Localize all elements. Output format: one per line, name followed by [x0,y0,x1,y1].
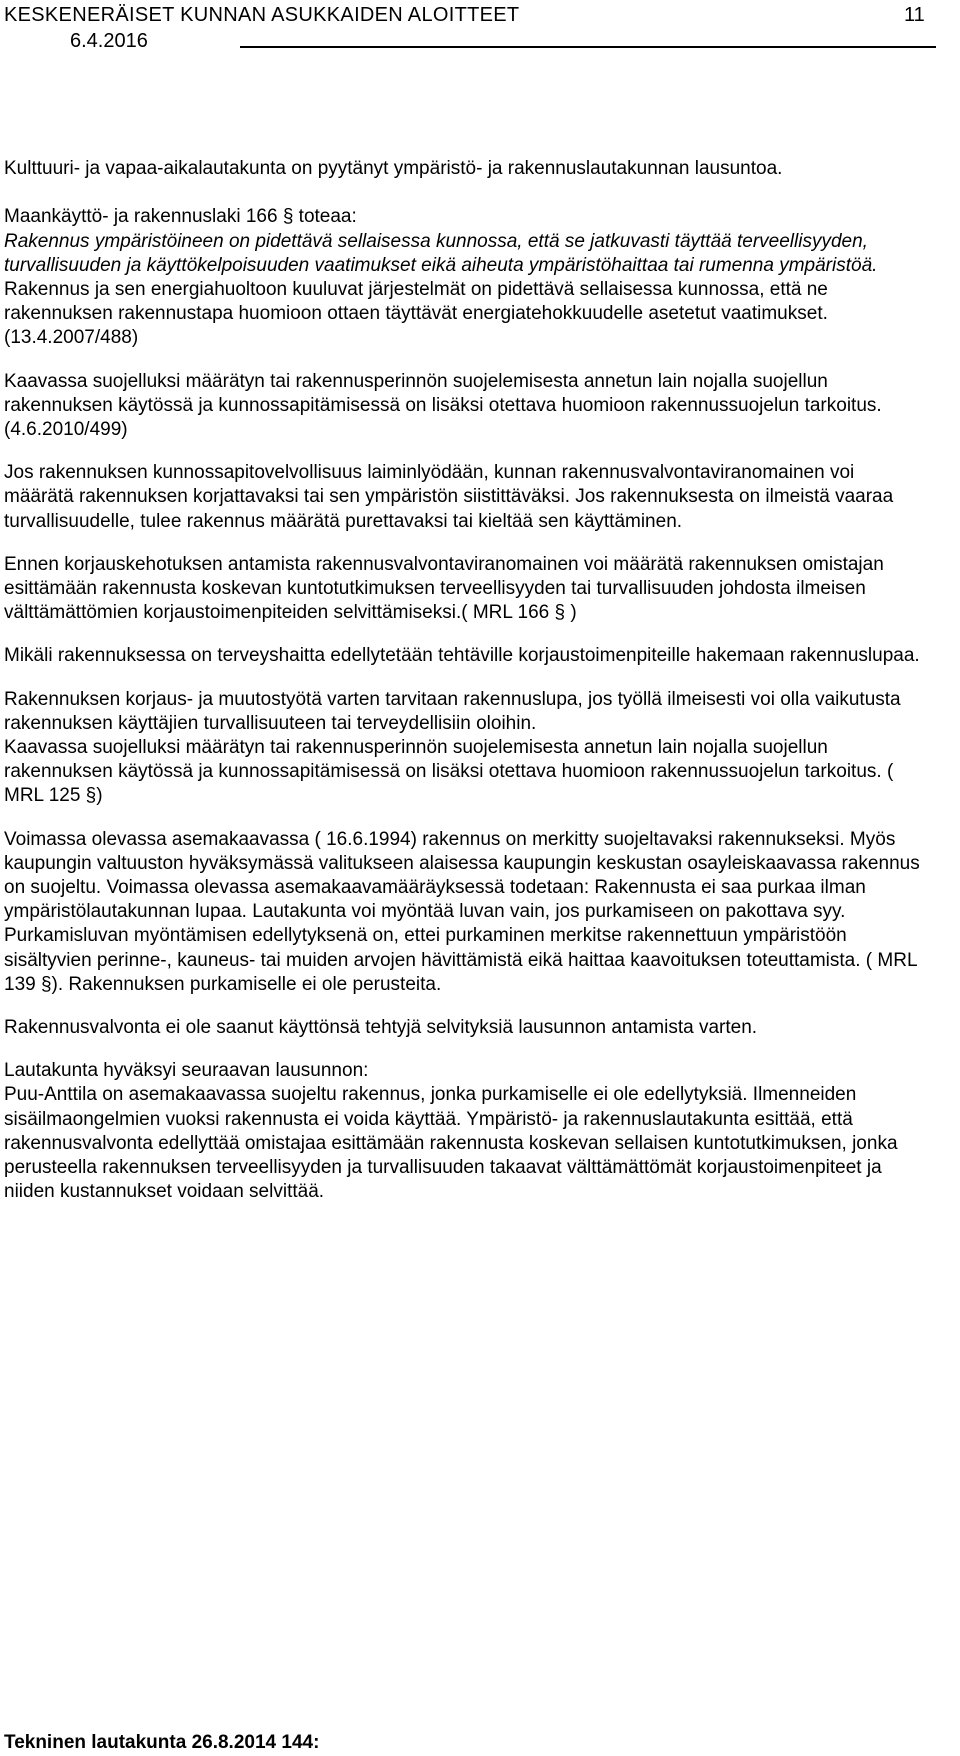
law-quote-italic: Rakennus ympäristöineen on pidettävä sellaisessa kunnossa, että se jatkuvasti täyttää terveellisyyden, turvallisuuden ja käyttökelpoisuuden vaatimukset eikä aiheuta ympäristöhaittaa tai rumenna ympäristöä. [4,230,878,276]
paragraph-health-hazard: Mikäli rakennuksessa on terveyshaitta edellytetään tehtäville korjaustoimenpiteille hakemaan rakennuslupaa. [4,645,920,667]
paragraph-law-intro: Maankäyttö- ja rakennuslaki 166 § toteaa: [4,206,357,228]
paragraph-building-control: Rakennusvalvonta ei ole saanut käyttönsä tehtyjä selvityksiä lausunnon antamista varten. [4,1017,758,1039]
paragraph-repair-permit: Rakennuksen korjaus- ja muutostyötä varten tarvitaan rakennuslupa, jos työllä ilmeisesti voi olla vaikutusta rakennuksen käyttäjien turvallisuuteen tai terveydellisiin oloihin. [4,688,901,734]
paragraph-law-quote [4,230,924,351]
paragraph-statement-intro: Lautakunta hyväksyi seuraavan lausunnon: [4,1060,369,1082]
paragraph-protection-mrl125: Kaavassa suojelluksi määrätyn tai rakennusperinnön suojelemisesta annetun lain nojalla suojellun rakennuksen käytössä ja kunnossapitämisessä on lisäksi otettava huomioon rakennussuojelun tarkoitus. ( MRL 125 §) [4,737,894,807]
paragraph-survey: Ennen korjauskehotuksen antamista rakennusvalvontaviranomainen voi määrätä rakennuksen omistajan esittämään rakennusta koskevan kuntotutkimuksen terveellisyyden tai turvallisuuden johdosta ilmeisen välttämättömien korjaustoimenpiteiden selvittämiseksi.( MRL 166 § ) [4,553,884,624]
committee-heading: Tekninen lautakunta 26.8.2014 144: [4,1732,320,1753]
document-header-title: KESKENERÄISET KUNNAN ASUKKAIDEN ALOITTEET [4,4,520,26]
paragraph-protection: Kaavassa suojelluksi määrätyn tai rakennusperinnön suojelemisesta annetun lain nojalla suojellun rakennuksen käytössä ja kunnossapitämisessä on lisäksi otettava huomioon rakennussuojelun tarkoitus. (4.6.2010/499) [4,370,882,441]
header-divider [240,46,936,48]
paragraph-maintenance: Jos rakennuksen kunnossapitovelvollisuus laiminlyödään, kunnan rakennusvalvontaviranomainen voi määrätä rakennuksen korjattavaksi tai sen ympäristön siistittäväksi. Jos rakennuksesta on ilmeistä vaaraa turvallisuudelle, tulee rakennus määrätä purettavaksi tai kieltää sen käyttäminen. [4,462,894,532]
paragraph-statement: Puu-Anttila on asemakaavassa suojeltu rakennus, jonka purkamiselle ei ole edellytyksiä. Ilmenneiden sisäilmaongelmien vuoksi rakennusta ei voida käyttää. Ympäristö- ja rakennuslautakunta esittää, että rakennusvalvonta edellyttää omistajaa esittämään rakennusta koskevan sellaisen kuntotutkimuksen, jonka perusteella rakennuksen terveellisyyden ja turvallisuuden takaavat välttämättömät korjaustoimenpiteet ja niiden kustannukset voidaan selvittää. [4,1084,898,1203]
paragraph-zoning: Voimassa olevassa asemakaavassa ( 16.6.1994) rakennus on merkitty suojeltavaksi rakennukseksi. Myös kaupungin valtuuston hyväksymässä valitukseen alaisessa kaupungin keskustan osayleiskaavassa rakennus on suojeltu. Voimassa olevassa asemakaavamääräyksessä todetaan: Rakennusta ei saa purkaa ilman ympäristölautakunnan lupaa. Lautakunta voi myöntää luvan vain, jos purkamiseen on pakottava syy. Purkamisluvan myöntämisen edellytyksenä on, ettei purkaminen merkitse rakennettuun ympäristöön sisältyvien perinne-, kauneus- tai muiden arvojen hävittämistä eikä haittaa kaavoituksen toteuttamista. ( MRL 139 §). Rakennuksen purkamiselle ei ole perusteita. [4,828,920,995]
paragraph-request: Kulttuuri- ja vapaa-aikalautakunta on pyytänyt ympäristö- ja rakennuslautakunnan lausuntoa. [4,158,783,179]
law-quote-rest: Rakennus ja sen energiahuoltoon kuuluvat järjestelmät on pidettävä sellaisessa kunnossa, että ne rakennuksen rakennustapa huomioon ottaen täyttävät energiatehokkuudelle asetetut vaatimukset. (13.4.2007/488) [4,279,828,349]
document-body [4,157,924,1205]
page-number: 11 [904,4,925,26]
header-date: 6.4.2016 [70,30,148,52]
